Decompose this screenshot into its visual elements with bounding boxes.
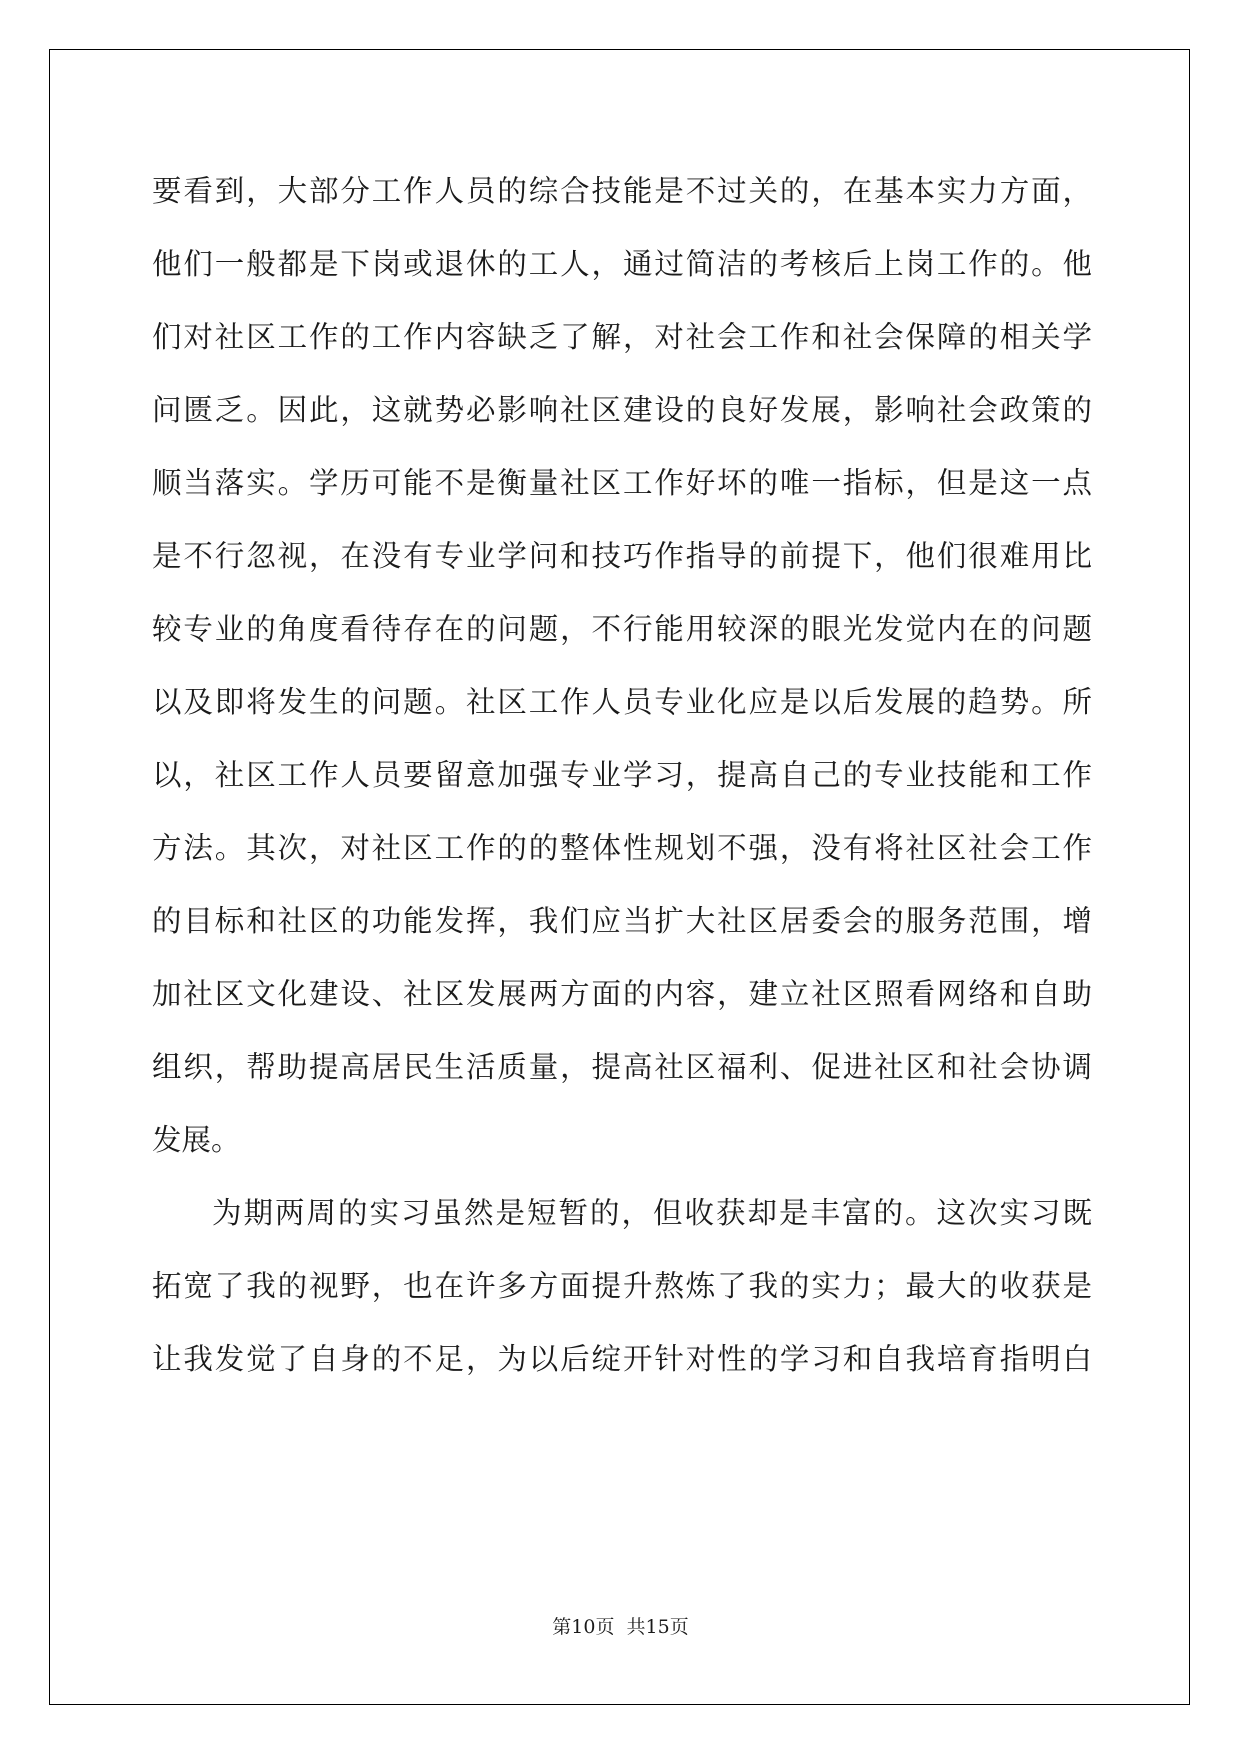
text-line: 以及即将发生的问题。社区工作人员专业化应是以后发展的趋势。所 [152, 685, 1092, 719]
text-line: 顺当落实。学历可能不是衡量社区工作好坏的唯一指标，但是这一点 [152, 466, 1092, 500]
text-line: 拓宽了我的视野，也在许多方面提升熬炼了我的实力；最大的收获是 [152, 1269, 1092, 1303]
text-line: 加社区文化建设、社区发展两方面的内容，建立社区照看网络和自助 [152, 977, 1092, 1011]
text-line: 的目标和社区的功能发挥，我们应当扩大社区居委会的服务范围，增 [152, 904, 1092, 938]
text-line: 们对社区工作的工作内容缺乏了解，对社会工作和社会保障的相关学 [152, 320, 1092, 354]
page-total: 共15页 [626, 1616, 689, 1638]
text-line: 较专业的角度看待存在的问题，不行能用较深的眼光发觉内在的问题 [152, 612, 1092, 646]
text-line: 是不行忽视，在没有专业学问和技巧作指导的前提下，他们很难用比 [152, 539, 1092, 573]
page-number: 第10页 [552, 1616, 615, 1638]
paragraph-first-line: 为期两周的实习虽然是短暂的，但收获却是丰富的。这次实习既 [212, 1196, 1092, 1230]
document-body [152, 155, 1092, 1396]
text-line: 以，社区工作人员要留意加强专业学习，提高自己的专业技能和工作 [152, 758, 1092, 792]
text-line: 要看到，大部分工作人员的综合技能是不过关的，在基本实力方面， [152, 174, 1092, 208]
text-line: 问匮乏。因此，这就势必影响社区建设的良好发展，影响社会政策的 [152, 393, 1092, 427]
text-line: 发展。 [152, 1123, 241, 1157]
text-line: 让我发觉了自身的不足，为以后绽开针对性的学习和自我培育指明白 [152, 1342, 1092, 1376]
text-line: 方法。其次，对社区工作的的整体性规划不强，没有将社区社会工作 [152, 831, 1092, 865]
text-line: 他们一般都是下岗或退休的工人，通过简洁的考核后上岗工作的。他 [152, 247, 1092, 281]
page-footer [0, 1612, 1241, 1639]
text-line: 组织，帮助提高居民生活质量，提高社区福利、促进社区和社会协调 [152, 1050, 1092, 1084]
